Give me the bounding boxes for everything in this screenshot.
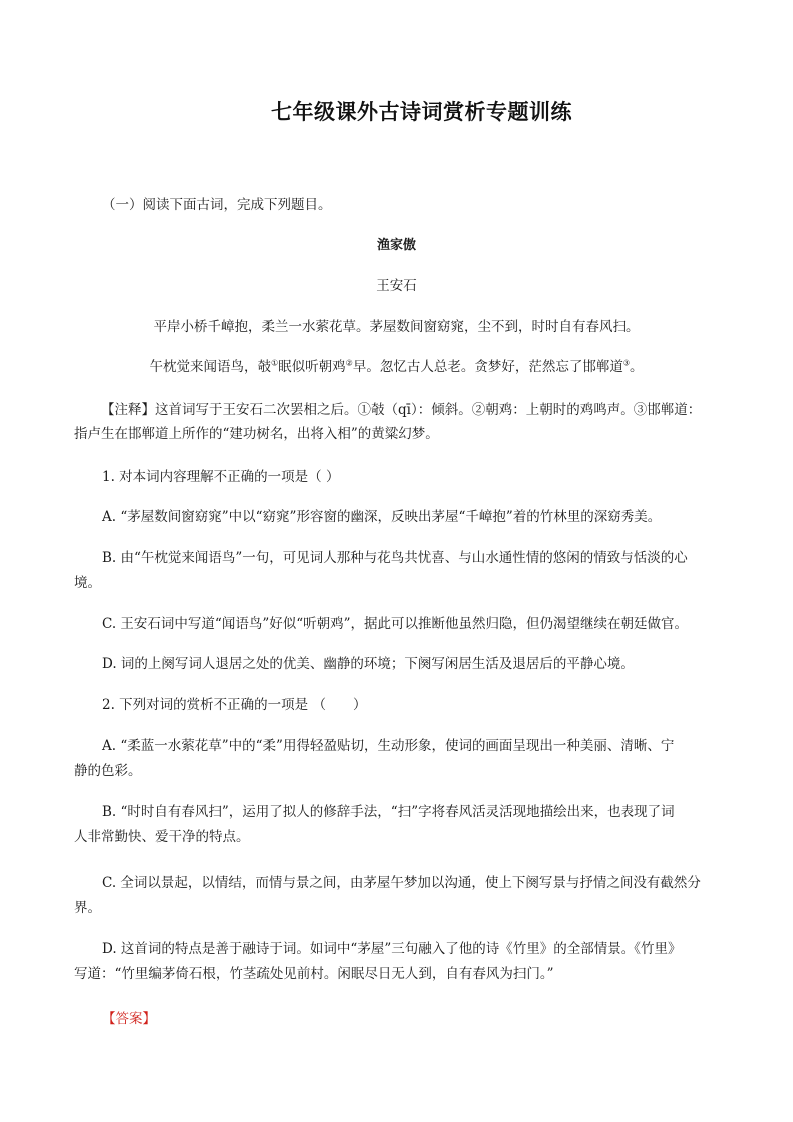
question-2-stem: 2. 下列对词的赏析不正确的一项是 （ ） — [102, 697, 367, 713]
footnote-mark-3: ③ — [622, 358, 630, 368]
page-title: 七年级课外古诗词赏析专题训练 — [271, 100, 572, 124]
question-1-option-b-line-1: B. 由“午枕觉来闻语鸟”一句，可见词人那种与花鸟共忧喜、与山水通性情的悠闲的情致与恬淡的心 — [102, 550, 688, 566]
poem-author: 王安石 — [376, 278, 417, 294]
answer-label: 【答案】 — [102, 1011, 156, 1027]
question-2-option-a-line-1: A. “柔蓝一水萦花草”中的“柔”用得轻盈贴切，生动形象，使词的画面呈现出一种美丽、清晰、宁 — [102, 738, 675, 754]
question-1-option-b-line-2: 境。 — [74, 575, 101, 591]
question-2-option-d-line-2: 写道：“竹里编茅倚石根，竹茎疏处见前村。闲眠尽日无人到，自有春风为扫门。” — [74, 966, 554, 982]
question-2-option-d-line-1: D. 这首词的特点是善于融诗于词。如词中“茅屋”三句融入了他的诗《竹里》的全部情景。《竹里》 — [102, 941, 682, 957]
note-line-2: 指卢生在邯郸道上所作的“建功树名，出将入相”的黄粱幻梦。 — [74, 426, 439, 442]
question-1-option-c: C. 王安石词中写道“闻语鸟”好似“听朝鸡”，据此可以推断他虽然归隐，但仍渴望继续在朝廷做官。 — [102, 616, 689, 632]
poem-line-2 — [0, 357, 793, 377]
note-line-1: 【注释】这首词写于王安石二次罢相之后。①攲（qī）：倾斜。②朝鸡：上朝时的鸡鸣声。③邯郸道： — [101, 402, 702, 418]
footnote-mark-1: ① — [270, 358, 279, 368]
question-2-option-b-line-1: B. “时时自有春风扫”，运用了拟人的修辞手法，“扫”字将春风活灵活现地描绘出来，也表现了词 — [102, 804, 675, 820]
question-2-option-b-line-2: 人非常勤快、爱干净的特点。 — [74, 829, 250, 845]
section-intro: （一）阅读下面古词，完成下列题目。 — [102, 197, 332, 213]
poem-line-2-part-d: 。 — [630, 359, 644, 375]
poem-line-2-part-c: 早。忽忆古人总老。贪梦好，茫然忘了邯郸道 — [352, 359, 623, 375]
question-1-option-a: A. “茅屋数间窗窈窕”中以“窈窕”形容窗的幽深，反映出茅屋“千嶂抱”着的竹林里的深窈秀美。 — [102, 509, 662, 525]
poem-line-2-part-a: 午枕觉来闻语鸟，攲 — [149, 359, 271, 375]
poem-line-1: 平岸小桥千嶂抱，柔兰一水萦花草。茅屋数间窗窈窕，尘不到，时时自有春风扫。 — [153, 319, 640, 335]
question-2-option-a-line-2: 静的色彩。 — [74, 763, 142, 779]
question-2-option-c-line-1: C. 全词以景起，以情结，而情与景之间，由茅屋午梦加以沟通，使上下阕写景与抒情之间没有截然分 — [102, 875, 701, 891]
question-1-stem: 1. 对本词内容理解不正确的一项是（ ） — [102, 469, 340, 485]
footnote-mark-2: ② — [345, 358, 353, 368]
poem-line-2-part-b: 眠似听朝鸡 — [278, 359, 346, 375]
poem-title: 渔家傲 — [376, 238, 416, 253]
question-2-option-c-line-2: 界。 — [74, 900, 101, 916]
question-1-option-d: D. 词的上阕写词人退居之处的优美、幽静的环境；下阕写闲居生活及退居后的平静心境。 — [102, 656, 634, 672]
